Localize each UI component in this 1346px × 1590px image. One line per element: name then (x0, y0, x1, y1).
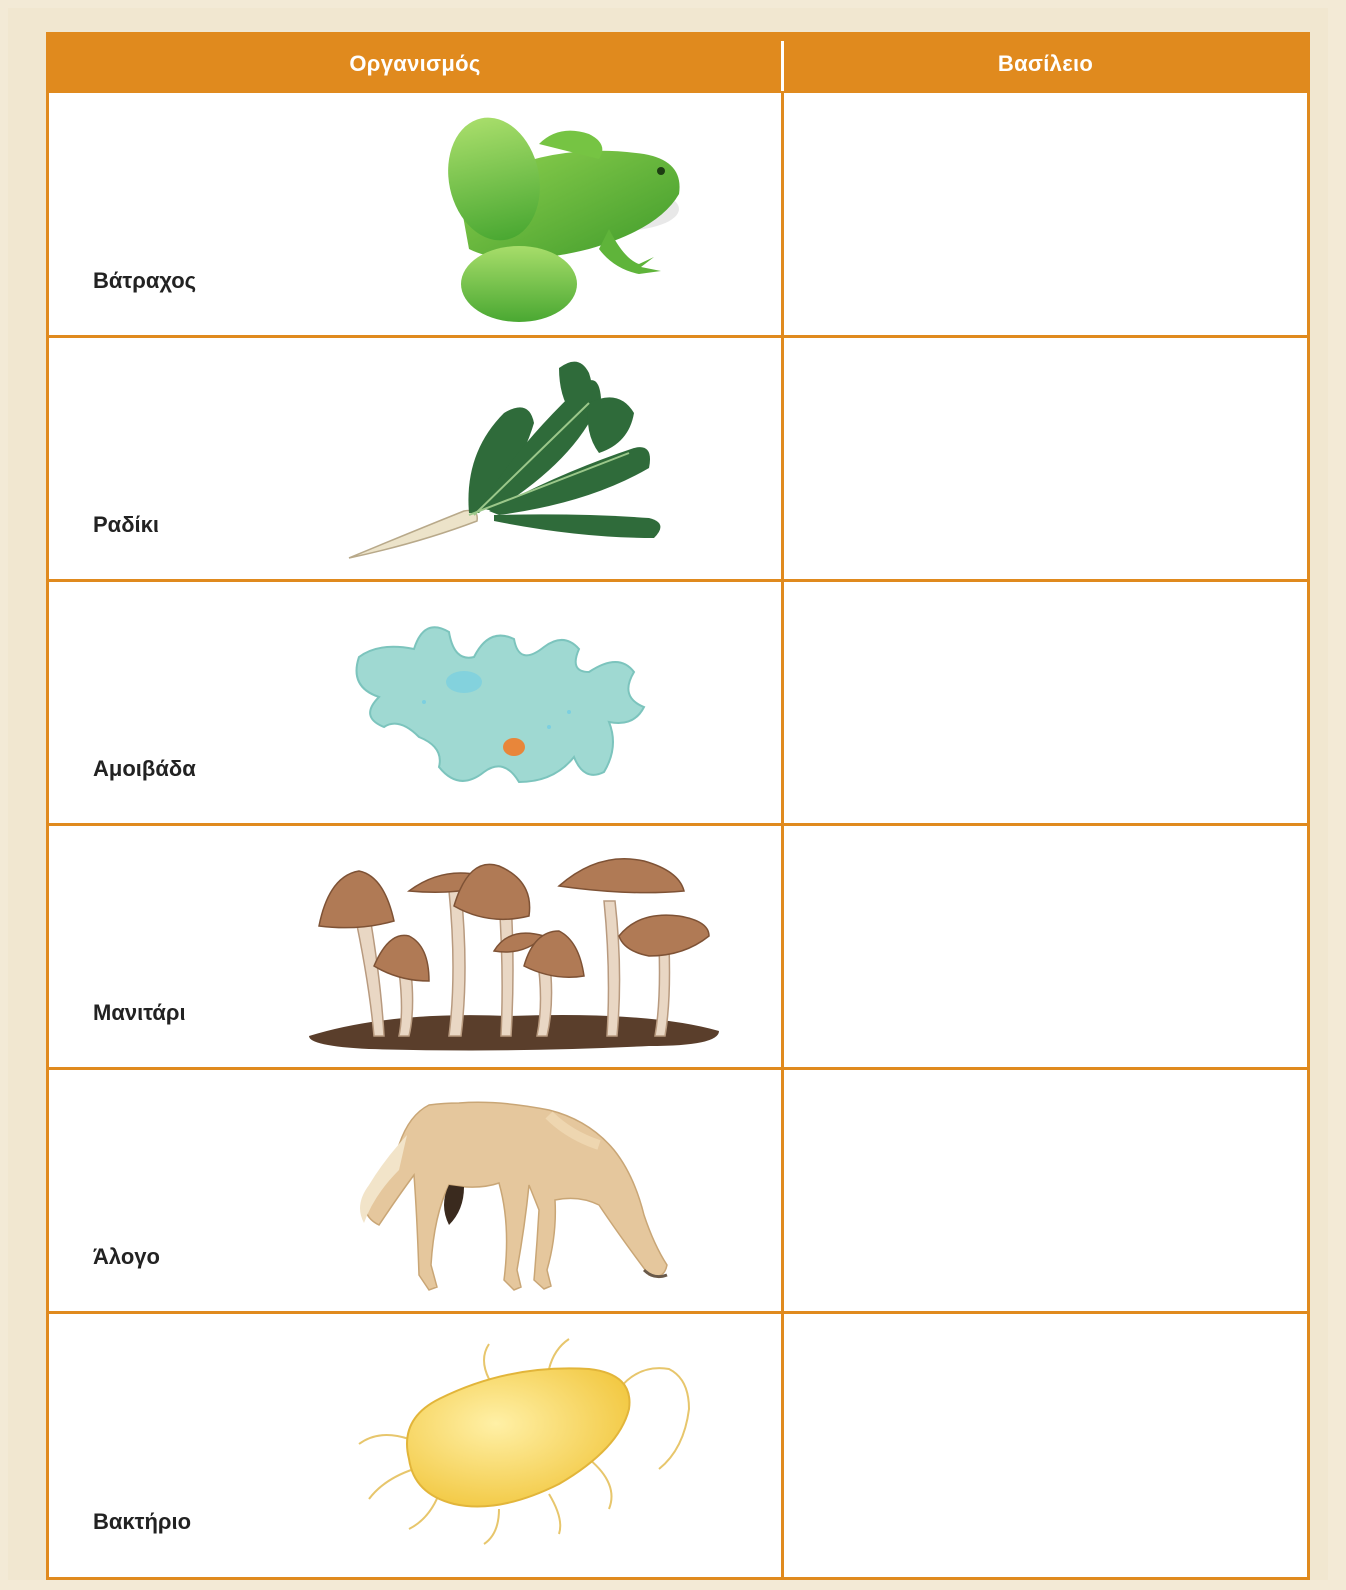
chicory-icon (289, 343, 729, 575)
amoeba-icon (289, 587, 729, 819)
organism-name: Βάτραχος (93, 268, 197, 293)
header-kingdom: Βασίλειο (997, 51, 1094, 76)
mushrooms-icon (289, 831, 729, 1063)
organism-name: Αμοιβάδα (93, 756, 196, 781)
organism-name: Άλογο (93, 1244, 160, 1269)
kingdom-answer-cell[interactable] (784, 825, 1307, 1068)
header-organism: Οργανισμός (349, 51, 481, 76)
organism-name: Βακτήριο (93, 1509, 192, 1534)
table-row (49, 581, 1307, 824)
frog-icon (289, 99, 729, 331)
table-header (49, 35, 1307, 93)
organism-kingdom-table (46, 32, 1310, 1580)
table-row (49, 1069, 1307, 1312)
organism-name: Μανιτάρι (93, 1000, 186, 1025)
table-row (49, 825, 1307, 1068)
kingdom-answer-cell[interactable] (784, 93, 1307, 336)
kingdom-answer-cell[interactable] (784, 581, 1307, 824)
kingdom-answer-cell[interactable] (784, 337, 1307, 580)
table-row (49, 1313, 1307, 1577)
table-row (49, 337, 1307, 580)
worksheet-page (8, 8, 1328, 1580)
kingdom-answer-cell[interactable] (784, 1313, 1307, 1577)
organism-name: Ραδίκι (93, 512, 160, 537)
bacterium-icon (289, 1319, 729, 1551)
horse-icon (289, 1075, 729, 1307)
kingdom-answer-cell[interactable] (784, 1069, 1307, 1312)
table-row (49, 93, 1307, 336)
